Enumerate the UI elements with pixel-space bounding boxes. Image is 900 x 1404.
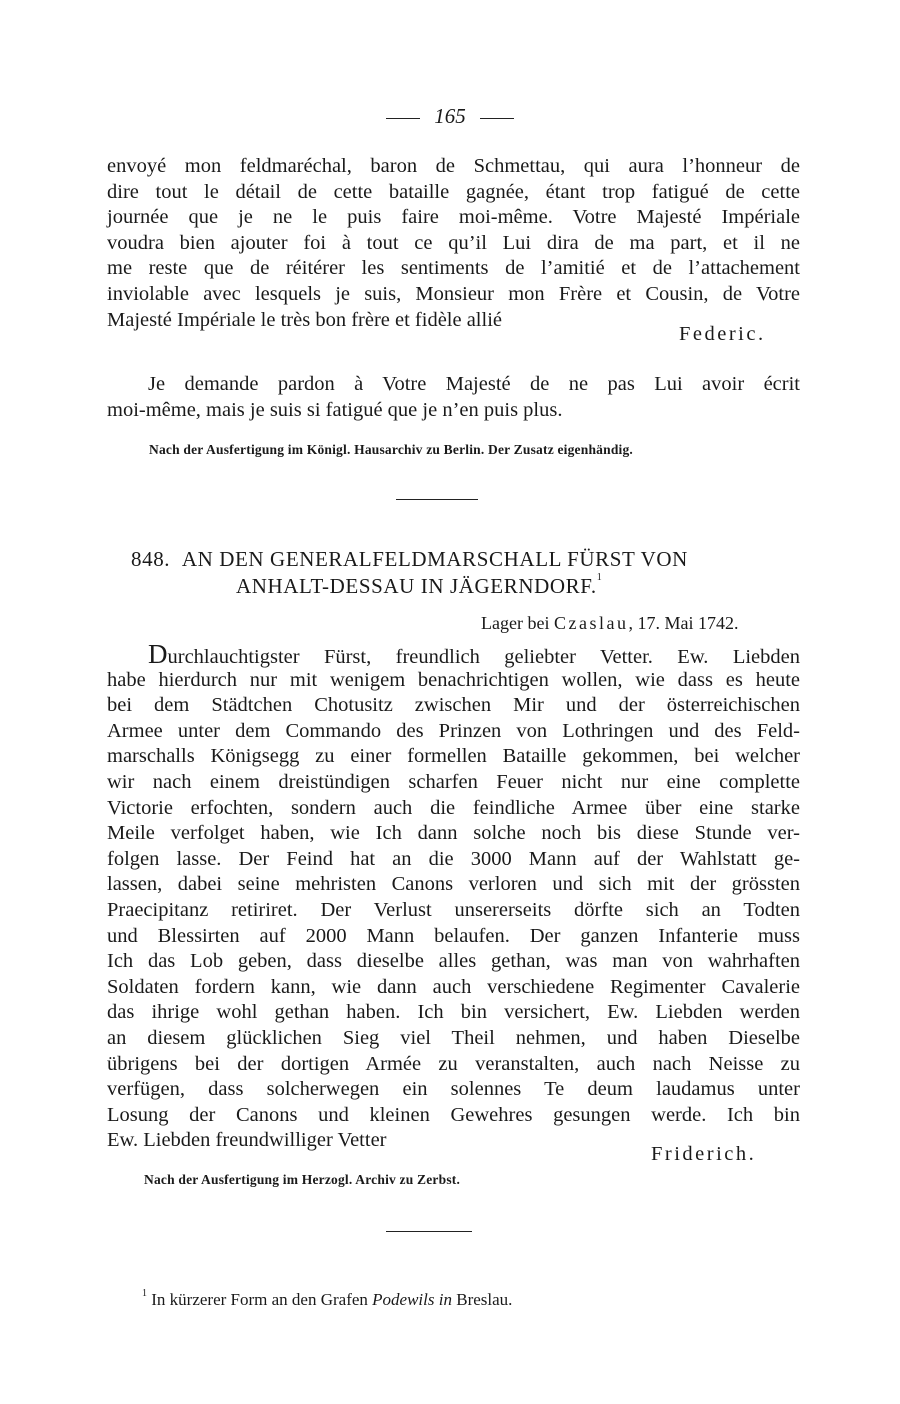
place-date-line: [481, 613, 738, 634]
section-divider: [396, 499, 478, 500]
text-line: Victorie erfochten, sondern auch die feindliche Armee über eine starke: [107, 796, 800, 819]
text-line: marschalls Königsegg zu einer formellen Bataille gekommen, bei welcher: [107, 745, 800, 768]
text-line: bei dem Städtchen Chotusitz zwischen Mir und der österreichischen: [107, 694, 800, 717]
place-prefix: Lager bei: [481, 613, 550, 633]
footnote-text: In kürzerer Form an den Grafen: [151, 1290, 368, 1309]
text-line: envoyé mon feldmaréchal, baron de Schmettau, qui aura l’honneur de: [107, 155, 800, 177]
text-line: dire tout le détail de cette bataille gagnée, étant trop fatigué de cette: [107, 180, 800, 203]
text-line: voudra bien ajouter foi à tout ce qu’il Lui dira de ma part, et il ne: [107, 231, 800, 254]
letter-number: 848.: [131, 547, 171, 571]
section-divider: [386, 1231, 472, 1232]
footnote: [142, 1290, 512, 1310]
page-number: 165: [434, 104, 466, 128]
letter-heading-line1: [131, 547, 688, 572]
text-line: Ich das Lob geben, dass dieselbe alles gethan, was man von wahrhaften: [107, 950, 800, 973]
footnote-marker: 1: [142, 1288, 147, 1299]
text-line: Armee unter dem Commando des Prinzen von Lothringen und des Feld-: [107, 719, 800, 742]
letter-848-body: [107, 639, 800, 1154]
footnote-reference[interactable]: 1: [596, 572, 603, 583]
text-line: inviolable avec lesquels je suis, Monsieur mon Frère et Cousin, de Votre: [107, 282, 800, 305]
text-line: habe hierdurch nur mit wenigem benachrichtigen wollen, wie dass es heute: [107, 668, 800, 691]
text-line: und Blessirten auf 2000 Mann belaufen. Der ganzen Infanterie muss: [107, 924, 800, 947]
footnote-in: in: [438, 1290, 452, 1309]
text-line: Praecipitanz retiriret. Der Verlust unsererseits dörfte sich an Todten: [107, 898, 800, 921]
place-name: Czaslau: [553, 613, 629, 633]
text-line: Je demande pardon à Votre Majesté de ne pas Lui avoir écrit: [148, 373, 800, 395]
text-line: me reste que de réitérer les sentiments de l’amitié et de l’attachement: [107, 257, 800, 280]
text-line: übrigens bei der dortigen Armée zu veranstalten, auch nach Neisse zu: [107, 1052, 800, 1075]
text-line: Losung der Canons und kleinen Gewehres gesungen werde. Ich bin: [107, 1103, 800, 1126]
source-note-847: Nach der Ausfertigung im Königl. Hausarchiv zu Berlin. Der Zusatz eigenhändig.: [149, 442, 634, 457]
text-line-first: [107, 639, 800, 669]
text-line: Majesté Impériale le très bon frère et fidèle allié: [107, 308, 502, 331]
footnote-place: Breslau.: [456, 1290, 513, 1309]
header-dash-left: [386, 118, 420, 119]
text-line: folgen lasse. Der Feind hat an die 3000 Mann auf der Wahlstatt ge-: [107, 847, 800, 870]
first-line-text: urchlauchtigster Fürst, freundlich geliebter Vetter. Ew. Liebden: [167, 646, 800, 668]
footnote-name: Podewils: [372, 1290, 435, 1309]
dropcap-letter: D: [148, 639, 168, 669]
header-dash-right: [480, 118, 514, 119]
text-line: verfügen, dass solcherwegen ein solennes Te deum laudamus unter: [107, 1078, 800, 1101]
text-line: Meile verfolget haben, wie Ich dann solche noch bis diese Stunde ver-: [107, 822, 800, 845]
letter-847-body: [107, 154, 800, 333]
letter-heading-line2: [236, 574, 602, 599]
text-line: journée que je ne le puis faire moi-même. Votre Majesté Impériale: [107, 206, 800, 229]
page-header: [0, 104, 900, 129]
text-line: moi-même, mais je suis si fatigué que je n’en puis plus.: [107, 398, 563, 421]
signature-federic: Federic.: [679, 323, 766, 345]
text-line: lassen, dabei seine mehristen Canons verloren und sich mit der grössten: [107, 873, 800, 896]
text-line: an diesem glücklichen Sieg viel Theil nehmen, und haben Dieselbe: [107, 1026, 800, 1049]
text-line: Ew. Liebden freundwilliger Vetter: [107, 1129, 387, 1152]
recipient-line2: ANHALT-DESSAU IN JÄGERNDORF.: [236, 574, 597, 598]
text-line: wir nach einem dreistündigen scharfen Feuer nicht nur eine complette: [107, 770, 800, 793]
text-line: Soldaten fordern kann, wie dann auch verschiedene Regimenter Cavalerie: [107, 975, 800, 998]
place-date: , 17. Mai 1742.: [628, 613, 739, 633]
signature-friderich: Friderich.: [651, 1143, 757, 1165]
recipient-line1: AN DEN GENERALFELDMARSCHALL FÜRST VON: [181, 547, 688, 571]
source-note-848: Nach der Ausfertigung im Herzogl. Archiv zu Zerbst.: [144, 1172, 461, 1187]
postscript: [107, 372, 800, 423]
text-line: das ihrige wohl gethan haben. Ich bin versichert, Ew. Liebden werden: [107, 1001, 800, 1024]
